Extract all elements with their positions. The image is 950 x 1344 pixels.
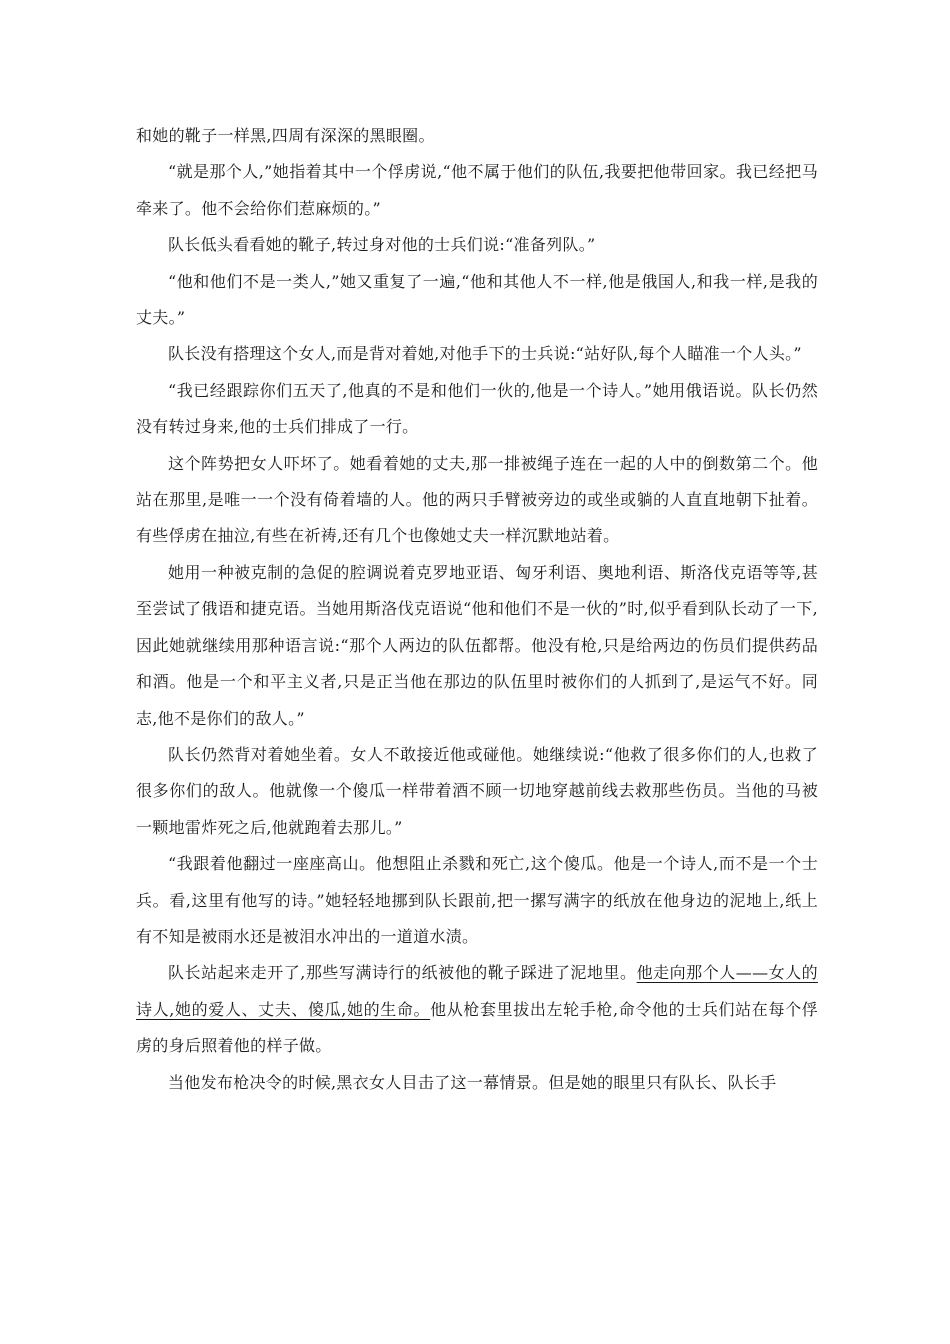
paragraph-12: 当他发布枪决令的时候,黑衣女人目击了这一幕情景。但是她的眼里只有队长、队长手 <box>168 1072 777 1092</box>
paragraph-6: “我已经跟踪你们五天了,他真的不是和他们一伙的,他是一个诗人。”她用俄语说。队长仍然没有转过身来,他的士兵们排成了一行。 <box>136 380 818 437</box>
paragraph-1: 和她的靴子一样黑,四周有深深的黑眼圈。 <box>136 126 435 145</box>
paragraph-8: 她用一种被克制的急促的腔调说着克罗地亚语、匈牙利语、奥地利语、斯洛伐克语等等,甚至尝试了俄语和捷克语。当她用斯洛伐克语说“他和他们不是一伙的”时,似乎看到队长动了一下,因此她就继续用那种语言说:“那个人两边的队伍都帮。他没有枪,只是给两边的伤员们提供药品和酒。他是一个和平主义者,只是正当他在那边的队伍里时被你们的人抓到了,是运气不好。同志,他不是你们的敌人。” <box>136 562 818 728</box>
paragraph-9: 队长仍然背对着她坐着。女人不敢接近他或碰他。她继续说:“他救了很多你们的人,也救了很多你们的敌人。他就像一个傻瓜一样带着酒不顾一切地穿越前线去救那些伤员。当他的马被一颗地雷炸死之后,他就跑着去那儿。” <box>136 744 818 837</box>
underlined-sentence: 他走向那个人——女人的诗人,她的爱人、丈夫、傻瓜,她的生命。 <box>136 963 818 1019</box>
paragraph-2: “就是那个人,”她指着其中一个俘虏说,“他不属于他们的队伍,我要把他带回家。我已经把马牵来了。他不会给你们惹麻烦的。” <box>136 162 818 218</box>
document-page <box>136 118 818 1101</box>
paragraph-11 <box>136 955 818 1064</box>
paragraph-11-before: 队长站起来走开了,那些写满诗行的纸被他的靴子踩进了泥地里。 <box>168 963 637 983</box>
paragraph-11-after: 他从枪套里拔出左轮手枪,命令他的士兵们站在每个俘虏的身后照着他的样子做。 <box>136 999 818 1056</box>
paragraph-7: 这个阵势把女人吓坏了。她看着她的丈夫,那一排被绳子连在一起的人中的倒数第二个。他站在那里,是唯一一个没有倚着墙的人。他的两只手臂被旁边的或坐或躺的人直直地朝下扯着。有些俘虏在抽泣,有些在祈祷,还有几个也像她丈夫一样沉默地站着。 <box>136 453 818 546</box>
paragraph-5: 队长没有搭理这个女人,而是背对着她,对他手下的士兵说:“站好队,每个人瞄准一个人头。” <box>168 344 802 364</box>
paragraph-3: 队长低头看看她的靴子,转过身对他的士兵们说:“准备列队。” <box>168 235 596 255</box>
paragraph-4: “他和他们不是一类人,”她又重复了一遍,“他和其他人不一样,他是俄国人,和我一样,是我的丈夫。” <box>136 271 818 328</box>
paragraph-10: “我跟着他翻过一座座高山。他想阻止杀戮和死亡,这个傻瓜。他是一个诗人,而不是一个士兵。看,这里有他写的诗。”她轻轻地挪到队长跟前,把一摞写满字的纸放在他身边的泥地上,纸上有不知是被雨水还是被泪水冲出的一道道水渍。 <box>136 854 818 946</box>
